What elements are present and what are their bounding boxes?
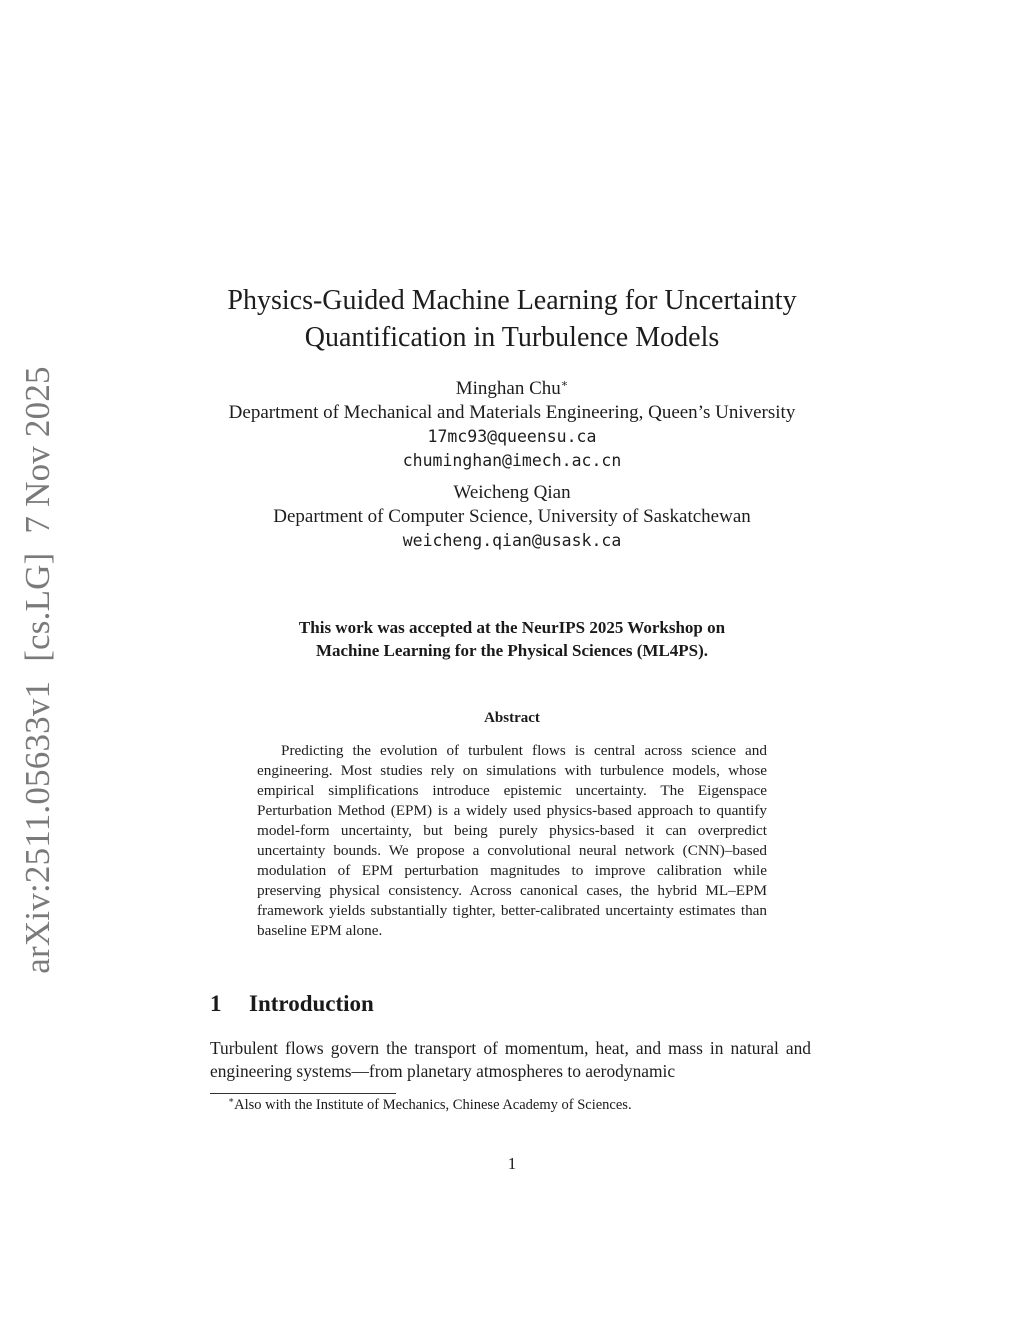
footnote: [228, 1096, 632, 1114]
author-email: 17mc93@queensu.ca: [427, 427, 597, 446]
abstract-text: Predicting the evolution of turbulent flows is central across science and engineering. Most studies rely on simulations with turbulence models, whose empirical simplifications introduce epistemic uncertainty. The Eigenspace Perturbation Method (EPM) is a widely used physics-based approach to quantify model-form uncertainty, but being purely physics-based it can overpredict uncertainty bounds. We propose a convolutional neural network (CNN)–based modulation of EPM perturbation magnitudes to improve calibration while preserving physical consistency. Across canonical cases, the hybrid ML–EPM framework yields substantially tighter, better-calibrated uncertainty estimates than baseline EPM alone.: [257, 742, 767, 939]
author-email: weicheng.qian@usask.ca: [402, 531, 622, 550]
arxiv-category: [cs.LG]: [18, 552, 57, 662]
introduction-text: Turbulent flows govern the transport of momentum, heat, and mass in natural and engineering systems—from planetary atmospheres to aerodynamic: [210, 1038, 811, 1081]
arxiv-id: arXiv:2511.05633v1: [18, 680, 57, 974]
notice-line-2: Machine Learning for the Physical Sciences (ML4PS).: [315, 641, 709, 660]
author-name: Minghan Chu∗: [455, 378, 569, 399]
arxiv-identifier-stamp: [18, 356, 58, 973]
section-number: 1: [210, 991, 222, 1016]
section-title: Introduction: [249, 991, 374, 1016]
author-footnote-mark: ∗: [560, 378, 569, 390]
footnote-divider: [210, 1093, 396, 1094]
section-heading: [210, 991, 374, 1017]
author-block-2: [150, 481, 874, 553]
author-email: chuminghan@imech.ac.cn: [402, 451, 622, 470]
author-block-1: [150, 377, 874, 473]
paper-title: [200, 282, 824, 356]
author-name: Weicheng Qian: [453, 482, 571, 503]
title-line-2: Quantification in Turbulence Models: [304, 322, 720, 353]
author-affiliation: Department of Mechanical and Materials Engineering, Queen’s University: [228, 402, 796, 423]
abstract-heading: Abstract: [484, 710, 540, 726]
footnote-mark: ∗: [228, 1095, 235, 1105]
acceptance-notice: [200, 616, 824, 662]
notice-line-1: This work was accepted at the NeurIPS 2025 Workshop on: [298, 618, 726, 637]
footnote-text: Also with the Institute of Mechanics, Chinese Academy of Sciences.: [234, 1097, 632, 1113]
author-affiliation: Department of Computer Science, University of Saskatchewan: [273, 506, 751, 527]
page-number: 1: [507, 1154, 517, 1173]
title-line-1: Physics-Guided Machine Learning for Uncertainty: [227, 285, 797, 316]
arxiv-date: 7 Nov 2025: [18, 366, 57, 534]
